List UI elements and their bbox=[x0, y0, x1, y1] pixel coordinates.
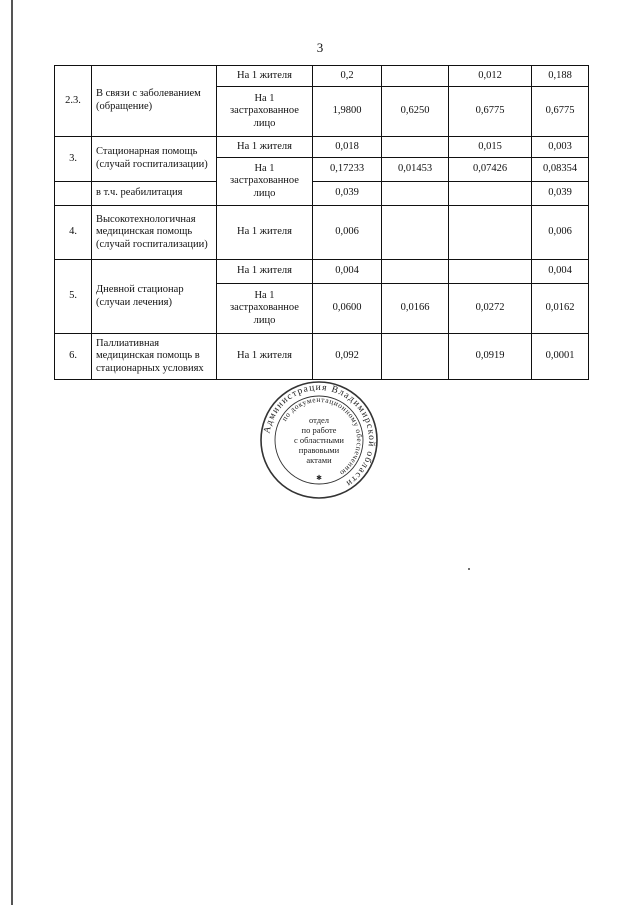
value-cell: 0,039 bbox=[313, 182, 382, 206]
row-name: Дневной стационар (случаи лечения) bbox=[92, 260, 217, 334]
unit-cell: На 1 жителя bbox=[217, 206, 313, 260]
official-stamp bbox=[259, 380, 379, 500]
value-cell: 0,003 bbox=[532, 137, 589, 158]
value-cell bbox=[382, 260, 449, 284]
value-cell bbox=[449, 260, 532, 284]
value-cell: 0,006 bbox=[313, 206, 382, 260]
table-row bbox=[55, 182, 589, 206]
value-cell: 0,0162 bbox=[532, 284, 589, 334]
value-cell: 0,039 bbox=[532, 182, 589, 206]
value-cell bbox=[382, 182, 449, 206]
value-cell: 0,0919 bbox=[449, 334, 532, 380]
stamp-inner-text: по документационному обеспечению bbox=[279, 394, 365, 479]
page-number: 3 bbox=[316, 40, 324, 55]
unit-cell: На 1 жителя bbox=[217, 137, 313, 158]
table-row bbox=[55, 66, 589, 87]
row-name: Высокотехнологичная медицинская помощь (случай госпитализации) bbox=[92, 206, 217, 260]
stamp-center-line: по работе bbox=[301, 425, 337, 435]
stamp-center-line: актами bbox=[306, 455, 332, 465]
value-cell bbox=[382, 334, 449, 380]
table-row bbox=[55, 334, 589, 380]
value-cell: 0,092 bbox=[313, 334, 382, 380]
row-number: 4. bbox=[55, 206, 92, 260]
value-cell: 0,0166 bbox=[382, 284, 449, 334]
unit-cell: На 1 застрахованное лицо bbox=[217, 284, 313, 334]
value-cell: 0,6250 bbox=[382, 87, 449, 137]
unit-cell: На 1 жителя bbox=[217, 334, 313, 380]
value-cell: 0,2 bbox=[313, 66, 382, 87]
value-cell bbox=[449, 206, 532, 260]
row-name: Паллиативная медицинская помощь в стационарных условиях bbox=[92, 334, 217, 380]
value-cell: 1,9800 bbox=[313, 87, 382, 137]
stamp-outer-text: Администрация Владимирской области bbox=[262, 382, 377, 489]
value-cell: 0,004 bbox=[313, 260, 382, 284]
row-number: 3. bbox=[55, 137, 92, 182]
value-cell: 0,0600 bbox=[313, 284, 382, 334]
scan-left-edge bbox=[11, 0, 13, 905]
stamp-center-line: отдел bbox=[308, 415, 330, 425]
value-cell: 0,17233 bbox=[313, 158, 382, 182]
value-cell: 0,004 bbox=[532, 260, 589, 284]
table-row bbox=[55, 206, 589, 260]
value-cell bbox=[449, 182, 532, 206]
row-number: 5. bbox=[55, 260, 92, 334]
value-cell: 0,188 bbox=[532, 66, 589, 87]
value-cell: 0,006 bbox=[532, 206, 589, 260]
row-number bbox=[55, 182, 92, 206]
value-cell: 0,018 bbox=[313, 137, 382, 158]
value-cell: 0,0001 bbox=[532, 334, 589, 380]
value-cell: 0,01453 bbox=[382, 158, 449, 182]
value-cell: 0,07426 bbox=[449, 158, 532, 182]
value-cell: 0,012 bbox=[449, 66, 532, 87]
value-cell bbox=[382, 66, 449, 87]
value-cell: 0,015 bbox=[449, 137, 532, 158]
value-cell: 0,08354 bbox=[532, 158, 589, 182]
value-cell bbox=[382, 206, 449, 260]
unit-cell: На 1 застрахованное лицо bbox=[217, 158, 313, 206]
value-cell bbox=[382, 137, 449, 158]
row-number: 2.3. bbox=[55, 66, 92, 137]
data-table bbox=[54, 65, 589, 380]
table-row bbox=[55, 137, 589, 158]
scan-speck bbox=[468, 568, 470, 570]
value-cell: 0,6775 bbox=[532, 87, 589, 137]
value-cell: 0,0272 bbox=[449, 284, 532, 334]
table-row bbox=[55, 260, 589, 284]
row-name: В связи с заболеванием (обращение) bbox=[92, 66, 217, 137]
stamp-star-icon: ✱ bbox=[316, 474, 322, 482]
stamp-center-line: правовыми bbox=[298, 445, 340, 455]
stamp-center-line: с областными bbox=[294, 435, 344, 445]
row-name: Стационарная помощь (случай госпитализации) bbox=[92, 137, 217, 182]
row-number: 6. bbox=[55, 334, 92, 380]
value-cell: 0,6775 bbox=[449, 87, 532, 137]
row-name: в т.ч. реабилитация bbox=[92, 182, 217, 206]
unit-cell: На 1 жителя bbox=[217, 66, 313, 87]
unit-cell: На 1 жителя bbox=[217, 260, 313, 284]
unit-cell: На 1 застрахованное лицо bbox=[217, 87, 313, 137]
